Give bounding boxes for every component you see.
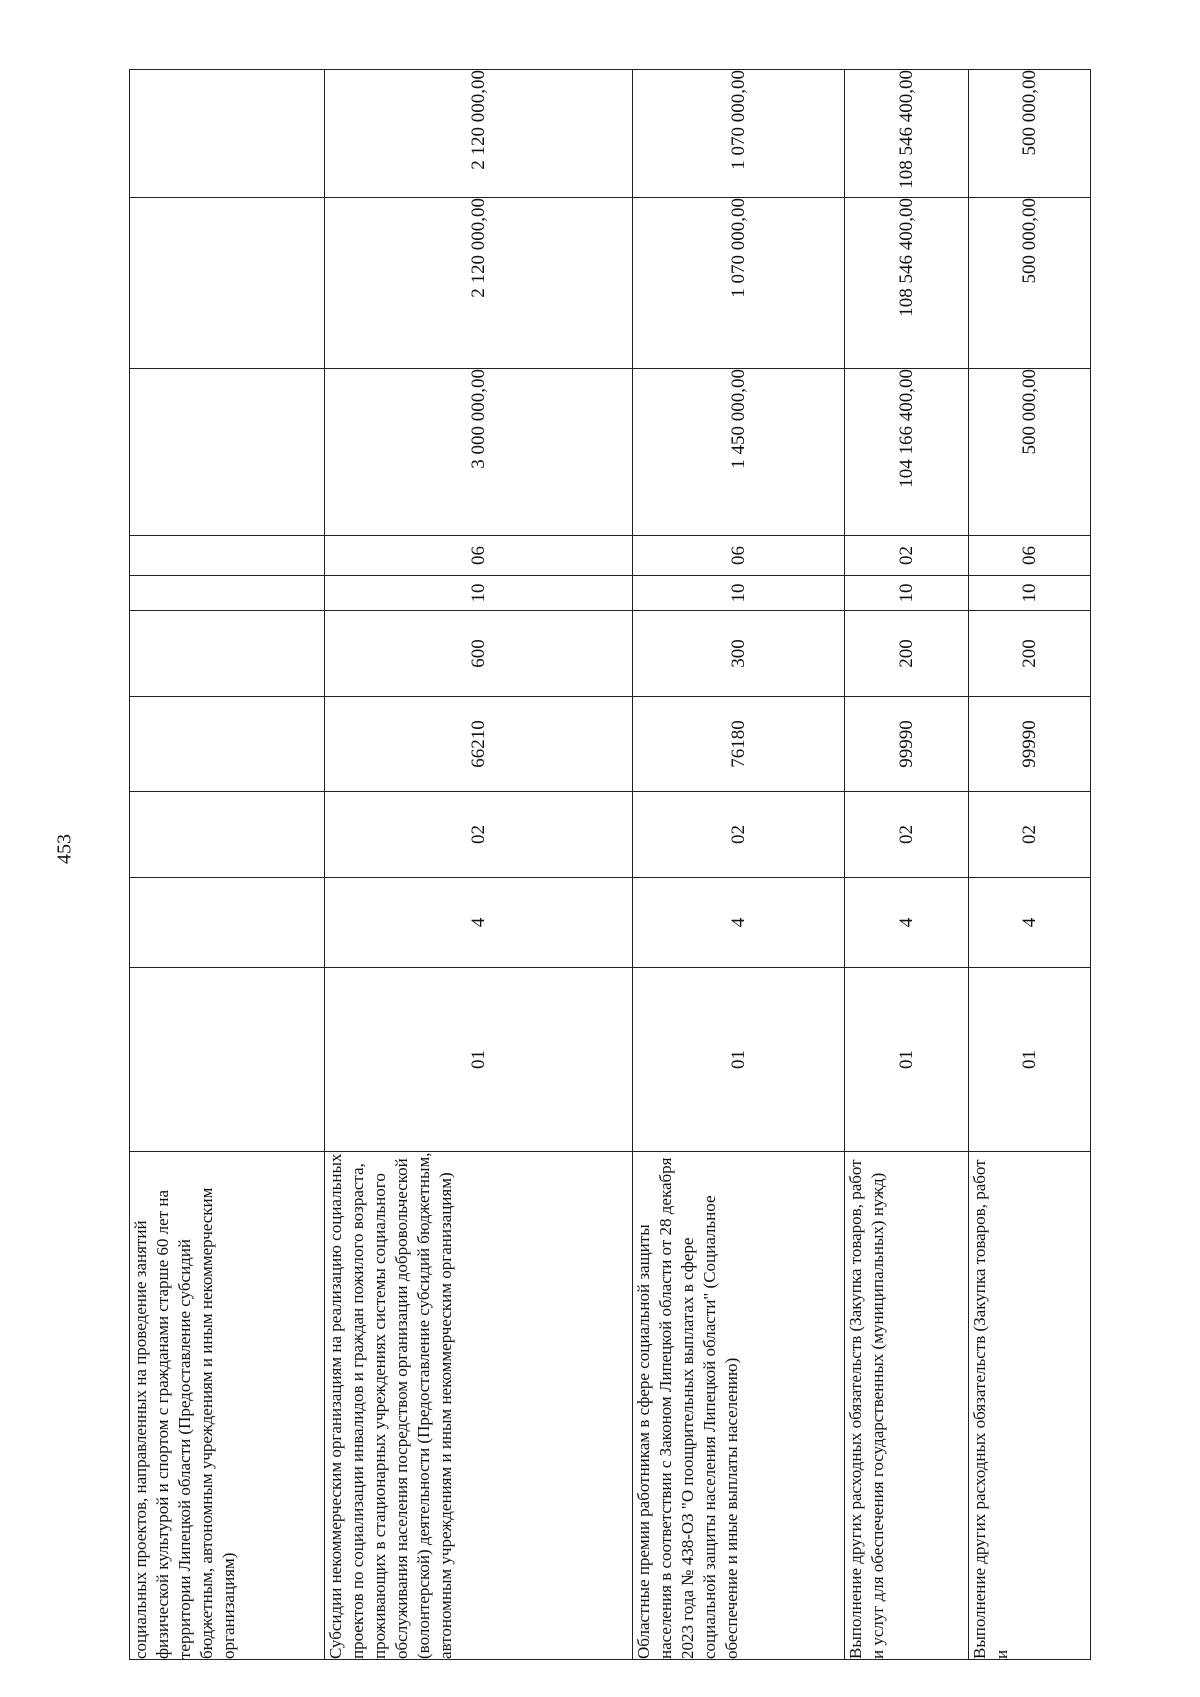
amount-cell: 1 070 000,00 [633, 198, 845, 369]
page-number: 453 [53, 834, 76, 864]
code-cell [130, 697, 325, 792]
amount-cell [130, 369, 325, 536]
table-row [130, 70, 325, 1660]
code-cell: 01 [845, 968, 969, 1152]
amount-cell: 500 000,00 [969, 70, 1091, 198]
amount-cell: 108 546 400,00 [845, 70, 969, 198]
amount-cell [130, 198, 325, 369]
code-cell: 10 [969, 576, 1091, 611]
expense-name: Выполнение других расходных обязательств (Закупка товаров, работ и [969, 1152, 1091, 1660]
expense-name: социальных проектов, направленных на проведение занятий физической культурой и спортом с гражданами старше 60 лет на территории Липецкой области (Предоставление субсидий бюджетным, автономным учреждениям и иным некоммерческим организациям) [130, 1152, 325, 1660]
code-cell [130, 878, 325, 968]
code-cell: 06 [325, 536, 633, 576]
expense-name: Выполнение других расходных обязательств (Закупка товаров, работ и услуг для обеспечения государственных (муниципальных) нужд) [845, 1152, 969, 1660]
code-cell: 02 [845, 536, 969, 576]
amount-cell: 2 120 000,00 [325, 198, 633, 369]
code-cell: 02 [969, 792, 1091, 878]
amount-cell: 500 000,00 [969, 198, 1091, 369]
code-cell [130, 576, 325, 611]
code-cell: 4 [633, 878, 845, 968]
code-cell: 01 [969, 968, 1091, 1152]
code-cell: 4 [969, 878, 1091, 968]
code-cell [130, 792, 325, 878]
code-cell: 99990 [845, 697, 969, 792]
code-cell: 02 [633, 792, 845, 878]
table-row [845, 70, 969, 1660]
code-cell: 02 [325, 792, 633, 878]
code-cell: 10 [845, 576, 969, 611]
code-cell: 10 [325, 576, 633, 611]
budget-table [129, 69, 1091, 1660]
code-cell: 4 [845, 878, 969, 968]
expense-name: Областные премии работникам в сфере социальной защиты населения в соответствии с Законом Липецкой области от 28 декабря 2023 года № 438-ОЗ "О поощрительных выплатах в сфере социальной защиты населения Липецкой области" (Социальное обеспечение и иные выплаты населению) [633, 1152, 845, 1660]
expense-name: Субсидии некоммерческим организациям на реализацию социальных проектов по социализации инвалидов и граждан пожилого возраста, проживающих в стационарных учреждениях системы социального обслуживания населения посредством организации добровольческой (волонтерской) деятельности (Предоставление субсидий бюджетным, автономным учреждениям и иным некоммерческим организациям) [325, 1152, 633, 1660]
code-cell: 200 [845, 611, 969, 697]
code-cell: 200 [969, 611, 1091, 697]
table-row [325, 70, 633, 1660]
code-cell: 66210 [325, 697, 633, 792]
code-cell: 600 [325, 611, 633, 697]
code-cell: 76180 [633, 697, 845, 792]
amount-cell: 1 070 000,00 [633, 70, 845, 198]
amount-cell [130, 70, 325, 198]
rotated-page-content [129, 70, 1090, 1660]
code-cell: 99990 [969, 697, 1091, 792]
amount-cell: 3 000 000,00 [325, 369, 633, 536]
code-cell: 02 [845, 792, 969, 878]
code-cell: 300 [633, 611, 845, 697]
code-cell: 01 [633, 968, 845, 1152]
code-cell: 06 [633, 536, 845, 576]
code-cell [130, 968, 325, 1152]
table-row [969, 70, 1091, 1660]
code-cell [130, 536, 325, 576]
code-cell [130, 611, 325, 697]
code-cell: 4 [325, 878, 633, 968]
amount-cell: 108 546 400,00 [845, 198, 969, 369]
code-cell: 06 [969, 536, 1091, 576]
code-cell: 10 [633, 576, 845, 611]
code-cell: 01 [325, 968, 633, 1152]
amount-cell: 2 120 000,00 [325, 70, 633, 198]
amount-cell: 1 450 000,00 [633, 369, 845, 536]
amount-cell: 500 000,00 [969, 369, 1091, 536]
amount-cell: 104 166 400,00 [845, 369, 969, 536]
table-row [633, 70, 845, 1660]
